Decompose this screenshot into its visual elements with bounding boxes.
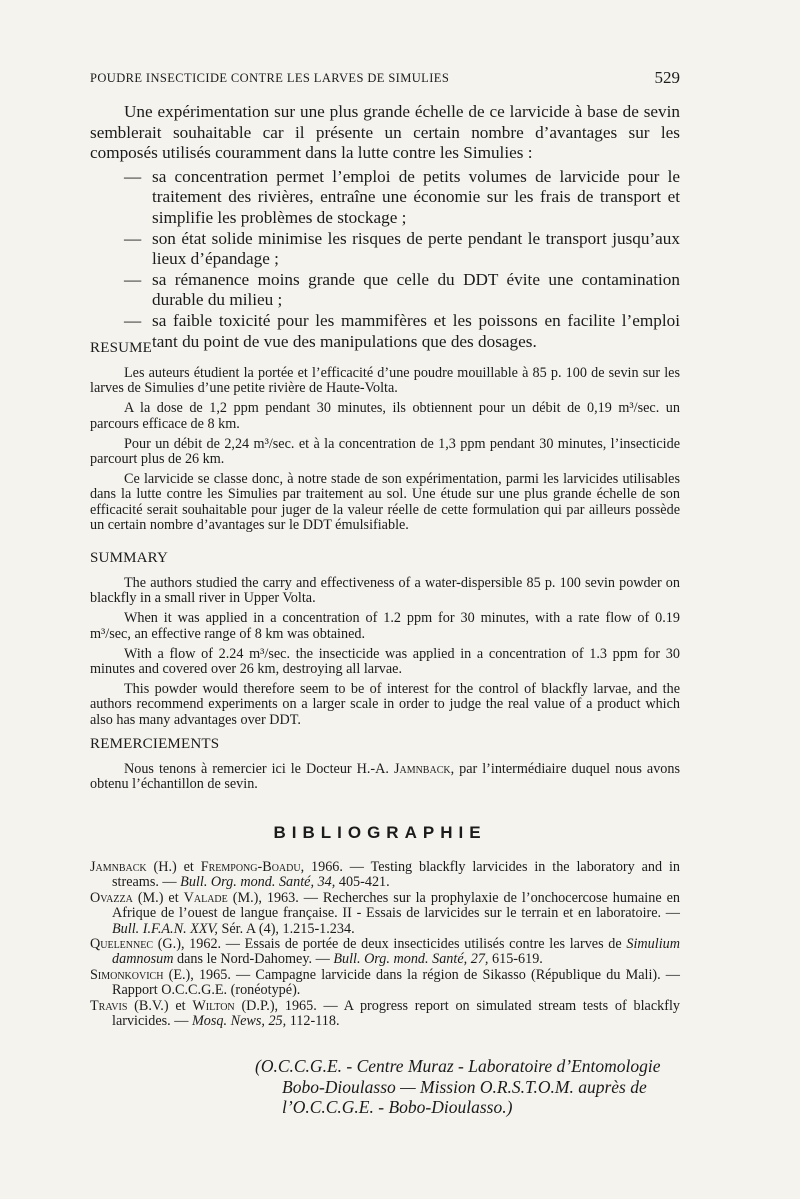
dash-marker: —: [124, 228, 142, 248]
list-item: — sa rémanence moins grande que celle du DDT évite une contamination durable du milieu ;: [124, 269, 680, 310]
reference-entry: [90, 937, 680, 968]
affiliation-line: (O.C.C.G.E. - Centre Muraz - Laboratoire d’Entomologie: [255, 1056, 661, 1076]
resume-heading: RESUME: [90, 340, 153, 356]
reference-text: (M.), 1963. — Recherches sur la prophylaxie de l’onchocercose humaine en Afrique de l’ouest de langue française. II - Essais de larvicides sur le terrain et en laboratoire. —: [112, 889, 680, 922]
journal-citation: Mosq. News, 25,: [191, 1013, 287, 1030]
running-head: POUDRE INSECTICIDE CONTRE LES LARVES DE SIMULIES: [90, 71, 450, 85]
reference-text: 405-421.: [335, 874, 390, 891]
person-name: Jamnback: [393, 761, 451, 777]
summary-paragraph: The authors studied the carry and effectiveness of a water-dispersible 85 p. 100 sevin powder on blackfly in a small river in Upper Volta.: [90, 575, 680, 607]
reference-text: 112-118.: [286, 1013, 340, 1030]
conclusion-section: [90, 102, 680, 352]
list-item: — son état solide minimise les risques de perte pendant le transport jusqu’aux lieux d’épandage ;: [124, 228, 680, 269]
list-item: — sa concentration permet l’emploi de petits volumes de larvicide pour le traitement des rivières, entraîne une économie sur les frais de transport et simplifie les problèmes de stockage ;: [124, 166, 680, 227]
summary-heading: SUMMARY: [90, 550, 169, 566]
dash-marker: —: [124, 269, 142, 289]
remerciements-heading: REMERCIEMENTS: [90, 736, 220, 752]
remerciements-section: [90, 736, 680, 792]
reference-text: (M.) et: [132, 889, 184, 906]
author-name: Frempong-Boadu: [200, 859, 301, 875]
author-name: Wilton: [192, 997, 235, 1014]
remerciements-paragraph: Nous tenons à remercier ici le Docteur H.-A. Jamnback, par l’intermédiaire duquel nous avons obtenu l’échantillon de sevin.: [90, 761, 680, 793]
author-name: Ovazza: [90, 889, 133, 906]
intro-paragraph: Une expérimentation sur une plus grande échelle de ce larvicide à base de sevin semblerait souhaitable car il présente un certain nombre d’avantages sur les composés utilisés couramment dans la lutte contre les Simulies :: [90, 102, 680, 163]
summary-paragraph: This powder would therefore seem to be of interest for the control of blackfly larvae, and the authors recommend experiments on a larger scale in order to judge the real value of a product which also has many advantages over DDT.: [90, 681, 680, 728]
author-name: Jamnback: [90, 859, 147, 875]
resume-paragraph: Pour un débit de 2,24 m³/sec. et à la concentration de 1,3 ppm pendant 30 minutes, l’insecticide parcourt plus de 26 km.: [90, 435, 680, 468]
affiliation-line: Bobo-Dioulasso — Mission O.R.S.T.O.M. auprès de: [282, 1076, 647, 1097]
reference-text: Sér. A (4), 1.215-1.234.: [217, 920, 355, 937]
reference-entry: [90, 891, 680, 937]
author-name: Valade: [183, 889, 228, 906]
reference-text: (B.V.) et: [127, 997, 193, 1014]
dash-marker: —: [124, 310, 142, 330]
journal-citation: Simulium damnosum: [112, 936, 680, 968]
bibliography-title: BIBLIOGRAPHIE: [273, 823, 487, 842]
author-name: Travis: [90, 997, 128, 1014]
author-name: Quelennec: [90, 936, 154, 953]
reference-text: (D.P.), 1965. — A progress report on simulated stream tests of blackfly larvicides. —: [112, 997, 680, 1030]
reference-text: 615-619.: [488, 951, 543, 968]
reference-text: (E.), 1965. — Campagne larvicide dans la région de Sikasso (République du Mali). — Rapport O.C.C.G.E. (ronéotypé).: [112, 966, 680, 999]
resume-paragraph: A la dose de 1,2 ppm pendant 30 minutes, ils obtiennent pour un débit de 0,19 m³/sec. un parcours efficace de 8 km.: [90, 400, 680, 432]
resume-section: [90, 340, 680, 533]
author-affiliation: [255, 1056, 685, 1118]
reference-text: dans le Nord-Dahomey. —: [173, 951, 334, 968]
reference-text: (G.), 1962. — Essais de portée de deux insecticides utilisés contre les larves de: [153, 936, 627, 953]
resume-paragraph: Ce larvicide se classe donc, à notre stade de son expérimentation, parmi les larvicides utilisables dans la lutte contre les Simulies par traitement au sol. Une étude sur une plus grande échelle de son efficacité serait souhaitable pour juger de la valeur réelle de cette formulation qui par ailleurs possède un certain nombre d’avantages sur le DDT émulsifiable.: [90, 471, 680, 533]
reference-list: [90, 860, 680, 1029]
journal-citation: Bull. I.F.A.N. XXV,: [112, 920, 218, 937]
dash-marker: —: [124, 166, 142, 186]
journal-citation: Bull. Org. mond. Santé, 34,: [180, 874, 336, 891]
journal-citation: Bull. Org. mond. Santé, 27,: [333, 951, 489, 968]
reference-text: , 1966. — Testing blackfly larvicides in the laboratory and in streams. —: [112, 859, 680, 891]
affiliation-line: l’O.C.C.G.E. - Bobo-Dioulasso.): [282, 1097, 513, 1117]
summary-paragraph: With a flow of 2.24 m³/sec. the insecticide was applied in a concentration of 1.3 ppm for 30 minutes and covered over 26 km, destroying all larvae.: [90, 645, 680, 678]
author-name: Simonkovich: [90, 966, 164, 983]
reference-text: (H.) et: [146, 859, 201, 875]
reference-entry: [90, 999, 680, 1030]
list-item: — sa faible toxicité pour les mammifères et les poissons en facilite l’emploi tant du point de vue des manipulations que des dosages.: [124, 310, 680, 351]
page-number: 529: [654, 68, 680, 87]
resume-paragraph: Les auteurs étudient la portée et l’efficacité d’une poudre mouillable à 85 p. 100 de sevin sur les larves de Simulies d’une petite rivière de Haute-Volta.: [90, 365, 680, 397]
advantages-list: [90, 167, 680, 352]
reference-entry: [90, 860, 680, 891]
reference-entry: [90, 968, 680, 999]
summary-section: [90, 550, 680, 728]
summary-paragraph: When it was applied in a concentration of 1.2 ppm for 30 minutes, with a rate flow of 0.19 m³/sec, an effective range of 8 km was obtained.: [90, 610, 680, 642]
